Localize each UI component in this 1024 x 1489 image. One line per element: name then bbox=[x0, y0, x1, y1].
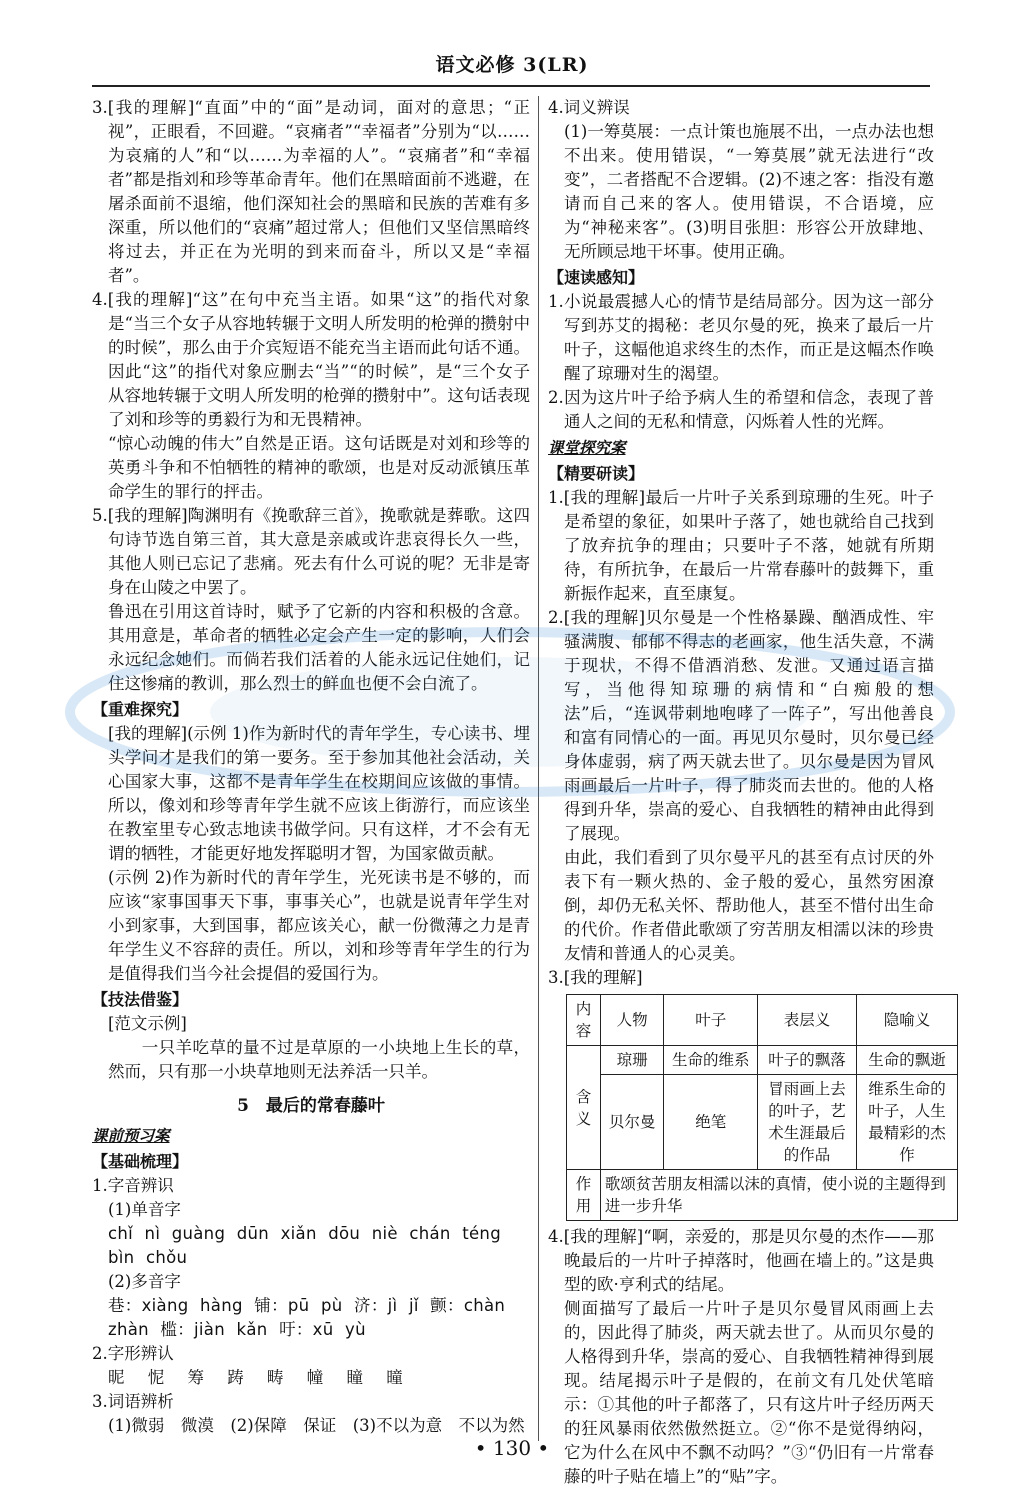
table-effect-label: 作用 bbox=[567, 1170, 601, 1221]
table-cell: 维系生命的叶子，人生最精彩的杰作 bbox=[857, 1075, 958, 1170]
left-column bbox=[92, 96, 530, 1438]
table-row bbox=[567, 1170, 958, 1221]
lesson-title: 5 最后的常春藤叶 bbox=[237, 1096, 385, 1116]
table-cell: 绝笔 bbox=[664, 1075, 758, 1170]
table-cell: 琼珊 bbox=[600, 1046, 664, 1075]
right-paragraph: 1.[我的理解]最后一片叶子关系到琼珊的生死。叶子是希望的象征，如果叶子落了，她也就给自己找到了放弃抗争的理由；只要叶子不落，她就有所期待，有所抗争，在最后一片常春藤叶的鼓舞下，重新振作起来，直至康复。 bbox=[548, 488, 934, 603]
right-heading: 【速读感知】 bbox=[548, 268, 645, 287]
table-cell: 冒雨画上去的叶子，艺术生涯最后的作品 bbox=[758, 1075, 857, 1170]
left-paragraph: (示例 2)作为新时代的青年学生，光死读书是不够的，而应该“家事国事天下事，事事关心”，也就是说青年学生对小到家事，大到国事，都应该关心，献一份微薄之力是青年学生义不容辞的责任。所以，刘和珍等青年学生的行为是值得我们当今社会提倡的爱国行为。 bbox=[108, 868, 530, 983]
q1-heading: 1.字音辨识 bbox=[92, 1176, 174, 1195]
q1a-pinyin-line2: bìn chǒu bbox=[108, 1248, 188, 1267]
column-divider bbox=[538, 96, 539, 1441]
q3-heading: 3.词语辨析 bbox=[92, 1392, 174, 1411]
left-answers bbox=[92, 96, 530, 1084]
left-heading: 【重难探究】 bbox=[92, 700, 189, 719]
right-paragraph: 1.小说最震撼人心的情节是结局部分。因为这一部分写到苏艾的揭秘：老贝尔曼的死，换来了最后一片叶子，这幅他追求终生的杰作，而正是这幅杰作唤醒了琼珊对生的渴望。 bbox=[548, 292, 934, 383]
table-header-cell: 叶子 bbox=[664, 995, 758, 1046]
page-number: • 130 • bbox=[474, 1436, 550, 1460]
pre-class-heading: 课前预习案 bbox=[92, 1127, 170, 1145]
left-heading: 【技法借鉴】 bbox=[92, 990, 189, 1009]
right-answers-top bbox=[548, 96, 934, 990]
right-paragraph: 2.因为这片叶子给予病人生的希望和信念，表现了普通人之间的无私和情意，闪烁着人性的光辉。 bbox=[548, 388, 934, 431]
right-paragraph: 4.[我的理解]“啊，亲爱的，那是贝尔曼的杰作——那晚最后的一片叶子掉落时，他画在墙上的。”这是典型的欧·亨利式的结尾。 bbox=[548, 1227, 934, 1294]
q1a-heading: (1)单音字 bbox=[108, 1200, 181, 1219]
right-paragraph: (1)一筹莫展：一点计策也施展不出，一点办法也想不出来。使用错误，“一筹莫展”就无法进行“改变”，二者搭配不合逻辑。(2)不速之客：指没有邀请而自己来的客人。使用错误，不合语境，应为“神秘来客”。(3)明目张胆：形容公开放肆地、无所顾忌地干坏事。使用正确。 bbox=[564, 122, 934, 261]
left-paragraph: 5.[我的理解]陶渊明有《挽歌辞三首》，挽歌就是葬歌。这四句诗节选自第三首，其大意是亲戚或许悲哀得长久一些，其他人则已忘记了悲痛。死去有什么可说的呢？无非是寄身在山陵之中罢了。 bbox=[92, 506, 530, 597]
right-paragraph: 2.[我的理解]贝尔曼是一个性格暴躁、酗酒成性、牢骚满腹、郁郁不得志的老画家，他生活失意，不满于现状，不得不借酒消愁、发泄。又通过语言描写，当他得知琼珊的病情和“白痴般的想法”后，“连讽带刺地咆哮了一阵子”，写出他善良和富有同情心的一面。再见贝尔曼时，贝尔曼已经身体虚弱，病了两天就去世了。贝尔曼是因为冒风雨画最后一片叶子，得了肺炎而去世的。他的人格得到升华，崇高的爱心、自我牺牲的精神由此得到了展现。 bbox=[548, 608, 934, 843]
q1b-pinyin-line1: 巷：xiàng hàng 铺：pū pù 济：jì jǐ 颤：chàn bbox=[108, 1296, 506, 1315]
q2-heading: 2.字形辨认 bbox=[92, 1344, 174, 1363]
table-header-cell: 内容 bbox=[567, 995, 601, 1046]
left-paragraph: [我的理解](示例 1)作为新时代的青年学生，专心读书、埋头学问才是我们的第一要务。至于参加其他社会活动，关心国家大事，这都不是青年学生在校期间应该做的事情。所以，像刘和珍等青年学生就不应该上街游行，而应该坐在教室里专心致志地读书做学问。只有这样，才不会有无谓的牺牲，才能更好地发挥聪明才智，为国家做贡献。 bbox=[108, 724, 530, 863]
left-paragraph: [范文示例] bbox=[108, 1014, 187, 1033]
table-header-cell: 人物 bbox=[600, 995, 664, 1046]
table-header-row bbox=[567, 995, 958, 1046]
table-group-label: 含义 bbox=[567, 1046, 601, 1170]
right-heading: 【精要研读】 bbox=[548, 464, 645, 483]
left-paragraph: 一只羊吃草的量不过是草原的一小块地上生长的草，然而，只有那一小块草地则无法养活一只羊。 bbox=[108, 1038, 530, 1081]
left-paragraph: 3.[我的理解]“直面”中的“面”是动词，面对的意思；“正视”，正眼看，不回避。“哀痛者”“幸福者”分别为“以……为哀痛的人”和“以……为幸福的人”。“哀痛者”和“幸福者”都是指刘和珍等革命青年。他们在黑暗面前不逃避，在屠杀面前不退缩，他们深知社会的黑暗和民族的苦难有多深重，所以他们的“哀痛”超过常人；但他们又坚信黑暗终将过去，并正在为光明的到来而奋斗，所以又是“幸福者”。 bbox=[92, 98, 530, 285]
table-cell: 叶子的飘落 bbox=[758, 1046, 857, 1075]
right-heading: 课堂探究案 bbox=[548, 439, 626, 457]
q1b-pinyin-line2: zhàn 槛：jiàn kǎn 吁：xū yù bbox=[108, 1320, 366, 1339]
q1a-pinyin-line1: chǐ nì guàng dūn xiǎn dōu niè chán téng bbox=[108, 1224, 501, 1243]
right-paragraph: 由此，我们看到了贝尔曼平凡的甚至有点讨厌的外表下有一颗火热的、金子般的爱心，虽然穷困潦倒，却仍无私关怀、帮助他人，甚至不惜付出生命的代价。作者借此歌颂了穷苦朋友相濡以沫的珍贵友情和普通人的心灵美。 bbox=[564, 848, 934, 963]
left-paragraph: “惊心动魄的伟大”自然是正语。这句话既是对刘和珍等的英勇斗争和不怕牺牲的精神的歌颂，也是对反动派镇压革命学生的罪行的抨击。 bbox=[108, 434, 530, 501]
q3-text: (1)微弱 微漠 (2)保障 保证 (3)不以为意 不以为然 bbox=[108, 1416, 525, 1435]
table-effect-text: 歌颂贫苦朋友相濡以沫的真情，使小说的主题得到进一步升华 bbox=[600, 1170, 957, 1221]
table-cell: 贝尔曼 bbox=[600, 1075, 664, 1170]
table-cell: 生命的维系 bbox=[664, 1046, 758, 1075]
meaning-table bbox=[566, 994, 958, 1221]
q2-characters: 昵 怩 筹 踌 畴 幢 瞳 曈 bbox=[108, 1368, 412, 1387]
right-paragraph: 侧面描写了最后一片叶子是贝尔曼冒风雨画上去的，因此得了肺炎，两天就去世了。从而贝尔曼的人格得到升华，崇高的爱心、自我牺牲精神得到展现。结尾揭示叶子是假的，在前文有几处伏笔暗示：①其他的叶子都落了，只有这片叶子经历两天的狂风暴雨依然傲然挺立。②“你不是觉得纳闷，它为什么在风中不飘不动吗？”③“仍旧有一片常春藤的叶子贴在墙上”的“贴”字。 bbox=[564, 1299, 934, 1486]
table-row bbox=[567, 1046, 958, 1075]
right-column bbox=[548, 96, 946, 1489]
right-paragraph: 3.[我的理解] bbox=[548, 968, 643, 987]
table-cell: 生命的飘逝 bbox=[857, 1046, 958, 1075]
table-header-cell: 表层义 bbox=[758, 995, 857, 1046]
table-header-cell: 隐喻义 bbox=[857, 995, 958, 1046]
page-header: 语文必修 3(LR) bbox=[435, 54, 589, 76]
left-paragraph: 4.[我的理解]“这”在句中充当主语。如果“这”的指代对象是“当三个女子从容地转辗于文明人所发明的枪弹的攒射中的时候”，那么由于介宾短语不能充当主语而此句话不通。因此“这”的指代对象应删去“当”“的时候”，是“三个女子从容地转辗于文明人所发明的枪弹的攒射中”。这句话表现了刘和珍等的勇毅行为和无畏精神。 bbox=[92, 290, 530, 429]
table-row bbox=[567, 1075, 958, 1170]
header-rule bbox=[92, 85, 930, 87]
q1b-heading: (2)多音字 bbox=[108, 1272, 181, 1291]
basic-heading: 【基础梳理】 bbox=[92, 1152, 189, 1171]
left-paragraph: 鲁迅在引用这首诗时，赋予了它新的内容和积极的含意。其用意是，革命者的牺牲必定会产生一定的影响，人们会永远纪念她们。而倘若我们活着的人能永远记住她们，记住这惨痛的教训，那么烈士的鲜血也便不会白流了。 bbox=[108, 602, 530, 693]
right-paragraph: 4.词义辨误 bbox=[548, 98, 630, 117]
